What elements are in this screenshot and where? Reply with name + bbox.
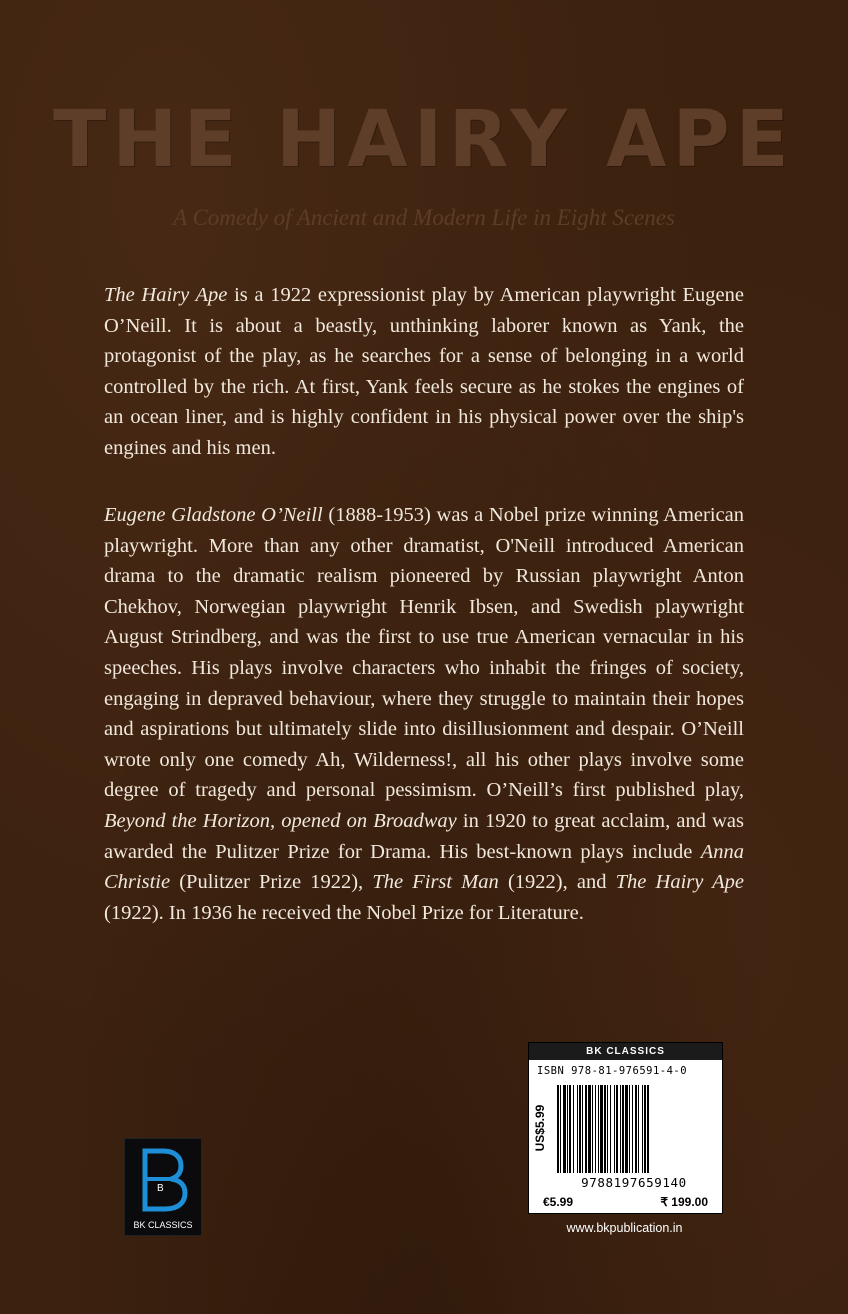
barcode-bar xyxy=(595,1085,596,1173)
italic-title-text: The Hairy Ape xyxy=(615,871,744,894)
barcode-bar xyxy=(614,1085,615,1173)
book-subtitle: A Comedy of Ancient and Modern Life in Eight Scenes xyxy=(173,205,675,230)
blurb-paragraph-author xyxy=(104,500,744,928)
barcode-bar xyxy=(604,1085,606,1173)
usd-price-wrap xyxy=(531,1087,549,1173)
italic-title-text: Beyond the Horizon, opened on Broadway xyxy=(104,809,457,832)
barcode-number: 9788197659140 xyxy=(581,1175,687,1190)
barcode-bar xyxy=(557,1085,559,1173)
book-title: THE HAIRY APE xyxy=(53,95,795,185)
inr-price: ₹ 199.00 xyxy=(660,1195,708,1209)
barcode-bar xyxy=(577,1085,578,1173)
barcode-bar xyxy=(625,1085,628,1173)
italic-title-text: Anna Christie xyxy=(104,840,744,894)
barcode-bars xyxy=(555,1085,717,1173)
paragraph-text: (Pulitzer Prize 1922), xyxy=(170,871,373,894)
publisher-website: www.bkpublication.in xyxy=(566,1221,683,1235)
italic-title-text: The Hairy Ape xyxy=(104,284,228,306)
barcode-header: BK CLASSICS xyxy=(529,1043,722,1060)
barcode-bar xyxy=(592,1085,593,1173)
paragraph-text: in 1920 to great acclaim, and was awarded the Pulitzer Prize for Drama. His best-known plays include xyxy=(104,809,744,863)
barcode-bar xyxy=(585,1085,587,1173)
barcode-bar xyxy=(647,1085,649,1173)
barcode-bar xyxy=(635,1085,637,1173)
barcode-bar xyxy=(560,1085,561,1173)
barcode-block xyxy=(528,1042,723,1214)
italic-title-text: Eugene Gladstone O’Neill xyxy=(104,504,323,526)
barcode-bar xyxy=(569,1085,571,1173)
blurb-paragraph-play xyxy=(104,280,744,464)
logo-letter: B xyxy=(157,1183,164,1194)
barcode-bar xyxy=(642,1085,643,1173)
eur-price: €5.99 xyxy=(543,1195,574,1209)
paragraph-text: (1922), and xyxy=(498,871,616,894)
barcode-bar xyxy=(579,1085,581,1173)
barcode-bar xyxy=(567,1085,568,1173)
barcode-bar xyxy=(610,1085,611,1173)
barcode-bar xyxy=(563,1085,566,1173)
paragraph-text: is a 1922 expressionist play by American playwright Eugene O’Neill. It is about a beastly, unthinking laborer known as Yank, the protagonist of the play, as he searches for a sense of belonging in a world controlled by the rich. At first, Yank feels secure as he stokes the engines of an ocean liner, and is highly confident in his physical power over the ship's engines and his men. xyxy=(104,284,745,459)
barcode-bar xyxy=(616,1085,618,1173)
barcode-bar xyxy=(607,1085,608,1173)
usd-price: US$5.99 xyxy=(533,1104,547,1152)
isbn-label: ISBN 978-81-976591-4-0 xyxy=(537,1065,688,1077)
publisher-logo xyxy=(124,1138,202,1236)
paragraph-text: (1922). In 1936 he received the Nobel Prize for Literature. xyxy=(104,901,584,924)
barcode-bar xyxy=(622,1085,624,1173)
barcode-bar xyxy=(632,1085,633,1173)
italic-title-text: The First Man xyxy=(372,871,499,894)
barcode-bar xyxy=(573,1085,574,1173)
paragraph-text: (1888-1953) was a Nobel prize winning American playwright. More than any other dramatist, O'Neill introduced American drama to the dramatic realism pioneered by Russian playwright Anton Chekhov, Norwegian playwright Henrik Ibsen, and Swedish playwright August Strindberg, and was the first to use true American vernacular in his speeches. His plays involve characters who inhabit the fringes of society, engaging in depraved behaviour, where they struggle to maintain their hopes and aspirations but ultimately slide into disillusionment and despair. O’Neill wrote only one comedy Ah, Wilderness!, all his other plays involve some degree of tragedy and personal pessimism. O’Neill’s first published play, xyxy=(104,504,745,802)
barcode-bar xyxy=(600,1085,603,1173)
barcode-bar xyxy=(644,1085,646,1173)
barcode-bar xyxy=(582,1085,583,1173)
barcode-bar xyxy=(629,1085,630,1173)
barcode-bar xyxy=(638,1085,639,1173)
barcode-bar xyxy=(588,1085,591,1173)
barcode-bar xyxy=(598,1085,599,1173)
barcode-bar xyxy=(620,1085,621,1173)
bk-logo-icon xyxy=(137,1147,189,1213)
logo-label: BK CLASSICS xyxy=(133,1220,193,1230)
